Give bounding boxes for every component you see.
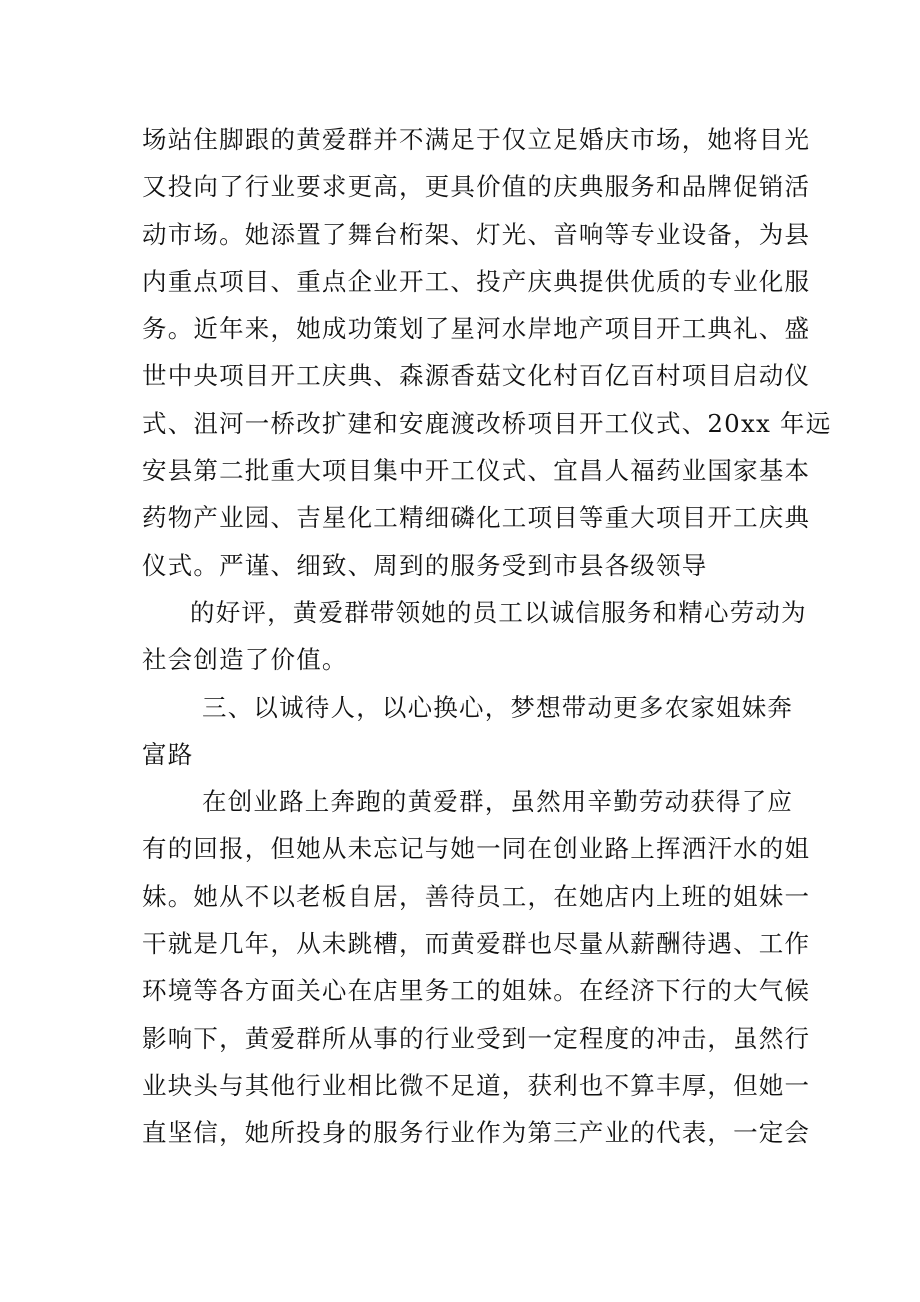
text-line: 有的回报，但她从未忘记与她一同在创业路上挥洒汗水的姐 xyxy=(142,834,811,864)
text-line: 的好评，黄爱群带领她的员工以诚信服务和精心劳动为 xyxy=(190,597,807,627)
text-line: 干就是几年，从未跳槽，而黄爱群也尽量从薪酬待遇、工作 xyxy=(142,929,811,959)
text-line: 妹。她从不以老板自居，善待员工，在她店内上班的姐妹一 xyxy=(142,881,811,911)
text-line: 内重点项目、重点企业开工、投产庆典提供优质的专业化服 xyxy=(142,266,811,296)
text-line: 又投向了行业要求更高，更具价值的庆典服务和品牌促销活 xyxy=(142,172,811,202)
text-line: 环境等各方面关心在店里务工的姐妹。在经济下行的大气候 xyxy=(142,976,811,1006)
text-line: 影响下，黄爱群所从事的行业受到一定程度的冲击，虽然行 xyxy=(142,1023,811,1053)
section-heading-continued: 富路 xyxy=(142,739,194,769)
text-line: 直坚信，她所投身的服务行业作为第三产业的代表，一定会 xyxy=(142,1118,811,1148)
text-line: 场站住脚跟的黄爱群并不满足于仅立足婚庆市场，她将目光 xyxy=(142,125,811,154)
text-line: 在创业路上奔跑的黄爱群，虽然用辛勤劳动获得了应 xyxy=(202,787,794,817)
body-text xyxy=(142,116,832,1157)
section-heading: 三、以诚待人，以心换心，梦想带动更多农家姐妹奔 xyxy=(202,692,794,722)
text-line: 仪式。严谨、细致、周到的服务受到市县各级领导 xyxy=(142,550,708,580)
text-line: 药物产业园、吉星化工精细磷化工项目等重大项目开工庆典 xyxy=(142,503,811,533)
text-line: 安县第二批重大项目集中开工仪式、宜昌人福药业国家基本 xyxy=(142,456,811,486)
text-line: 务。近年来，她成功策划了星河水岸地产项目开工典礼、盛 xyxy=(142,314,811,344)
text-line: 社会创造了价值。 xyxy=(142,645,348,675)
text-line: 业块头与其他行业相比微不足道，获利也不算丰厚，但她一 xyxy=(142,1070,811,1100)
text-line: 式、沮河一桥改扩建和安鹿渡改桥项目开工仪式、20xx 年远 xyxy=(142,408,832,438)
text-line: 世中央项目开工庆典、森源香菇文化村百亿百村项目启动仪 xyxy=(142,361,811,391)
text-line: 动市场。她添置了舞台桁架、灯光、音响等专业设备，为县 xyxy=(142,219,811,249)
